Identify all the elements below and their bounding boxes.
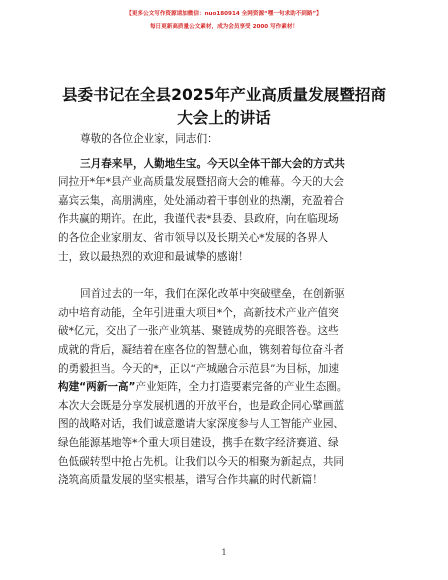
speech-body	[58, 130, 398, 490]
paragraph-2-text: 产业矩阵，全力打造要素完备的产业生态圈。	[135, 381, 348, 394]
paragraph-2-mixed-line	[58, 378, 398, 397]
paragraph-2-line: 成就的背后，凝结着在座各位的智慧心血，镌刻着每位奋斗者	[58, 343, 345, 356]
paragraph-2-line: 本次大会既是分享发展机遇的开放平台，也是政企同心擘画蓝	[58, 399, 345, 412]
paragraph-2-line: 色低碳转型中抢占先机。让我们以今天的相聚为新起点，共同	[58, 455, 345, 468]
salutation: 尊敬的各位企业家，同志们：	[80, 133, 218, 145]
paragraph-2-line: 破*亿元，交出了一张产业筑基、聚链成势的亮眼答卷。这些	[58, 325, 339, 338]
paragraph-2-line: 的勇毅担当。今天的*，正以“产城融合示范县”为目标，加速	[58, 362, 339, 375]
paragraph-2-line: 回首过去的一年，我们在深化改革中突破壁垒，在创新驱	[80, 288, 345, 301]
paragraph-1-line: 士，致以最热烈的欢迎和最诚挚的感谢！	[58, 250, 249, 263]
paragraph-1-line: 同拉开*年*县产业高质量发展暨招商大会的帷幕。今天的大会	[58, 176, 345, 189]
title-line-1: 县委书记在全县2025年产业高质量发展暨招商	[61, 86, 387, 104]
document-title	[40, 84, 408, 130]
paragraph-2	[58, 285, 398, 490]
banner-line-2: 每日更新高质量公文素材，成为会员享受 2000 写作素材！	[149, 24, 299, 30]
paragraph-1-line: 嘉宾云集，高朋满座，处处涌动着干事创业的热潮，充盈着合	[58, 194, 345, 207]
paragraph-2-line: 浇筑高质量发展的坚实根基，谱写合作共赢的时代新篇！	[58, 474, 323, 487]
paragraph-1-line: 作共赢的期许。在此，我谨代表*县委、县政府，向在临现场	[58, 213, 339, 226]
paragraph-2-line: 图的战略对话，我们诚意邀请大家深度参与人工智能产业园、	[58, 418, 345, 431]
banner-line-1: 【更多公文写作资源请加微信：nuo180914 全网资源“嘿一句求助不到路”】	[126, 11, 322, 17]
title-line-2: 大会上的讲话	[177, 109, 271, 127]
paragraph-2-line: 绿色能源基地等*个重大项目建设，携手在数字经济赛道、绿	[58, 436, 339, 449]
bold-phrase: 构建“两新一高”	[58, 381, 136, 394]
paragraph-1	[58, 155, 398, 267]
paragraph-2-line: 动中培育动能，全年引进重大项目*个，高新技术产业产值突	[58, 306, 339, 319]
paragraph-1-line: 的各位企业家朋友、省市领导以及长期关心*发展的各界人	[58, 231, 329, 244]
paragraph-gap	[58, 266, 398, 285]
promo-banner	[0, 8, 448, 34]
page-number: 1	[221, 548, 227, 557]
paragraph-1-lead: 三月春来早，人勤地生宝。今天以全体干部大会的方式共	[80, 157, 345, 170]
